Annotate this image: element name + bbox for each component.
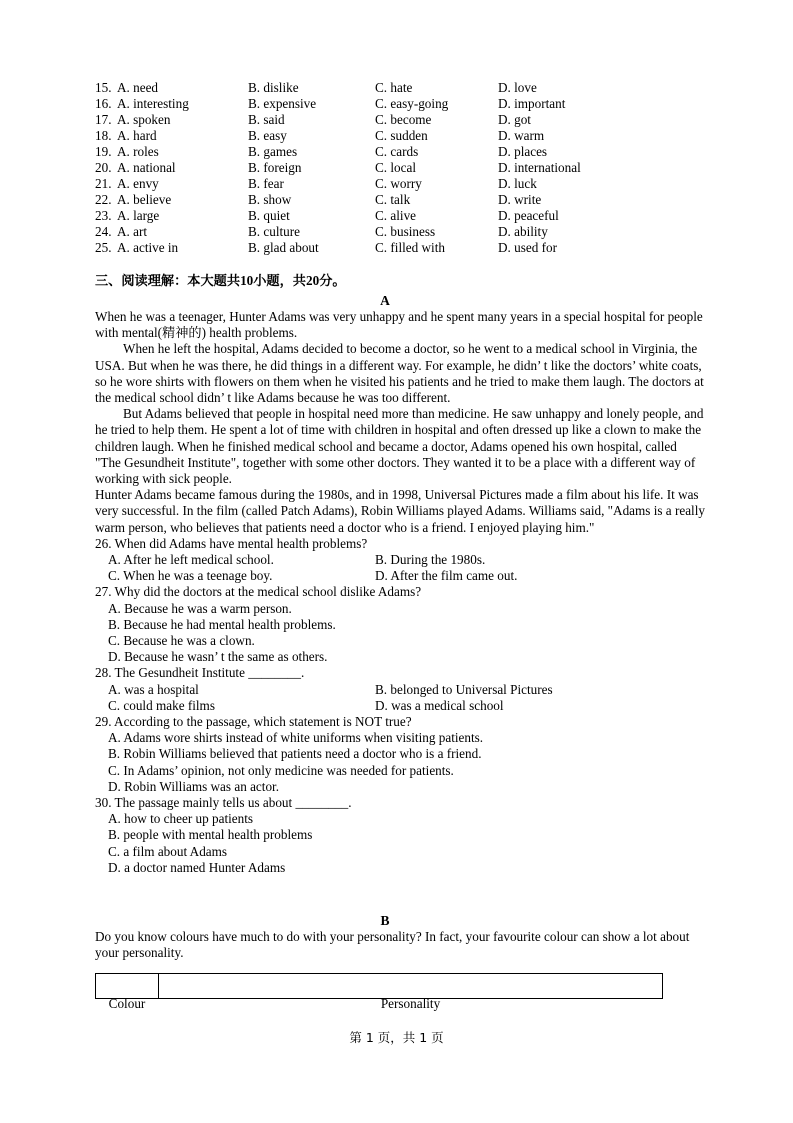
cloze-row (95, 144, 705, 160)
section-heading-mid: 小题，共 (253, 274, 306, 289)
passage-a-paragraph: When he was a teenager, Hunter Adams was very unhappy and he spent many years in a special hospital for people with mental(精神的) health problems. (95, 309, 703, 341)
question-stem-29: 29. According to the passage, which statement is NOT true? (95, 714, 412, 730)
table-header-personality-label: Personality (380, 996, 441, 1012)
cloze-number: 17. (95, 112, 112, 127)
cloze-option-b[interactable]: B. culture (248, 224, 301, 239)
section-heading-suffix: 分。 (319, 274, 346, 289)
cloze-option-b[interactable]: B. dislike (248, 80, 299, 95)
cloze-option-a[interactable]: A. hard (117, 128, 157, 143)
section-heading-points: 20 (306, 273, 320, 288)
question-option[interactable]: C. could make films (108, 697, 215, 713)
question-options-26 (95, 552, 705, 584)
cloze-row (95, 208, 705, 224)
cloze-option-a[interactable]: A. national (117, 160, 176, 175)
cloze-option-b[interactable]: B. said (248, 112, 285, 127)
cloze-option-c[interactable]: C. sudden (375, 128, 428, 143)
question-option[interactable]: A. After he left medical school. (108, 552, 274, 568)
question-option[interactable]: C. When he was a teenage boy. (108, 568, 273, 584)
cloze-row (95, 112, 705, 128)
section-heading-prefix: 三、阅读理解：本大题共 (95, 274, 241, 289)
cloze-option-a[interactable]: A. spoken (117, 112, 171, 127)
cloze-option-d[interactable]: D. important (498, 96, 566, 111)
passage-a-label: A (380, 293, 390, 308)
cloze-option-c[interactable]: C. filled with (375, 240, 445, 255)
question-option[interactable]: B. Because he had mental health problems. (108, 616, 336, 632)
question-option[interactable]: A. Adams wore shirts instead of white uniforms when visiting patients. (108, 730, 484, 746)
cloze-option-d[interactable]: D. warm (498, 128, 545, 143)
question-stem-26: 26. When did Adams have mental health problems? (95, 535, 368, 551)
cloze-number: 19. (95, 144, 112, 159)
question-option[interactable]: D. Because he wasn’ t the same as others. (108, 649, 328, 665)
option-row (95, 698, 705, 714)
cloze-option-d[interactable]: D. got (498, 112, 531, 127)
cloze-option-d[interactable]: D. places (498, 144, 548, 159)
question-option[interactable]: D. After the film came out. (375, 568, 518, 584)
cloze-option-d[interactable]: D. used for (498, 240, 557, 255)
cloze-number: 20. (95, 160, 112, 175)
cloze-number: 24. (95, 224, 112, 239)
option-row (95, 552, 705, 568)
cloze-row (95, 160, 705, 176)
cloze-option-a[interactable]: A. roles (117, 144, 159, 159)
cloze-option-d[interactable]: D. ability (498, 224, 548, 239)
question-option[interactable]: B. Robin Williams believed that patients need a doctor who is a friend. (108, 746, 482, 762)
question-option[interactable]: C. In Adams’ opinion, not only medicine was needed for patients. (108, 762, 454, 778)
cloze-row (95, 128, 705, 144)
question-option[interactable]: D. Robin Williams was an actor. (108, 778, 280, 794)
cloze-option-a[interactable]: A. envy (117, 176, 159, 191)
cloze-option-c[interactable]: C. local (375, 160, 417, 175)
question-options-28 (95, 682, 705, 714)
question-option[interactable]: B. belonged to Universal Pictures (375, 681, 553, 697)
question-option[interactable]: B. During the 1980s. (375, 552, 486, 568)
cloze-option-b[interactable]: B. easy (248, 128, 287, 143)
cloze-number: 23. (95, 208, 112, 223)
cloze-option-a[interactable]: A. art (117, 224, 148, 239)
cloze-option-c[interactable]: C. alive (375, 208, 417, 223)
question-stem-30: 30. The passage mainly tells us about ________. (95, 795, 352, 811)
cloze-option-c[interactable]: C. worry (375, 176, 422, 191)
cloze-option-a[interactable]: A. large (117, 208, 160, 223)
cloze-number: 15. (95, 80, 112, 95)
page-content (95, 80, 705, 1012)
cloze-option-b[interactable]: B. games (248, 144, 298, 159)
table-header-colour-label: Colour (108, 996, 146, 1012)
cloze-number: 22. (95, 192, 112, 207)
cloze-option-b[interactable]: B. foreign (248, 160, 302, 175)
cloze-option-a[interactable]: A. active in (117, 240, 179, 255)
cloze-option-d[interactable]: D. peaceful (498, 208, 559, 223)
cloze-option-c[interactable]: C. easy-going (375, 96, 449, 111)
page-footer: 第 1 页，共 1 页 (349, 1030, 444, 1045)
cloze-option-c[interactable]: C. become (375, 112, 432, 127)
question-option[interactable]: A. how to cheer up patients (108, 811, 254, 827)
cloze-option-a[interactable]: A. interesting (117, 96, 189, 111)
cloze-option-b[interactable]: B. glad about (248, 240, 319, 255)
cloze-number: 18. (95, 128, 112, 143)
cloze-row (95, 80, 705, 96)
cloze-row (95, 224, 705, 240)
cloze-number: 25. (95, 240, 112, 255)
cloze-row (95, 96, 705, 112)
cloze-option-d[interactable]: D. luck (498, 176, 537, 191)
cloze-option-a[interactable]: A. need (117, 80, 159, 95)
cloze-option-d[interactable]: D. international (498, 160, 581, 175)
table-row (96, 974, 663, 999)
cloze-option-b[interactable]: B. show (248, 192, 292, 207)
cloze-option-b[interactable]: B. quiet (248, 208, 290, 223)
question-stem-28: 28. The Gesundheit Institute ________. (95, 665, 305, 681)
cloze-option-c[interactable]: C. business (375, 224, 436, 239)
table-header-colour (96, 974, 159, 1012)
cloze-option-c[interactable]: C. cards (375, 144, 419, 159)
cloze-row (95, 192, 705, 208)
cloze-option-b[interactable]: B. fear (248, 176, 284, 191)
question-option[interactable]: C. Because he was a clown. (108, 633, 255, 649)
option-row (95, 568, 705, 584)
cloze-option-c[interactable]: C. talk (375, 192, 411, 207)
section-heading-count: 10 (240, 273, 254, 288)
cloze-option-d[interactable]: D. write (498, 192, 542, 207)
question-option[interactable]: C. a film about Adams (108, 843, 228, 859)
section-three-heading (95, 272, 705, 290)
cloze-row (95, 240, 705, 256)
cloze-row (95, 176, 705, 192)
question-option[interactable]: A. Because he was a warm person. (108, 600, 292, 616)
passage-a-paragraph: When he left the hospital, Adams decided to become a doctor, so he went to a medical school in Virginia, the USA. But when he was there, he did things in a different way. For example, he didn’ t like the doctors’ white coats, so he wore shirts with flowers on them when he visited his patients and he tried to make them laugh. The doctors at the medical school didn’ t like Adams because he was too different. (95, 341, 704, 406)
table-header-personality (159, 974, 663, 1012)
cloze-number: 21. (95, 176, 112, 191)
passage-b-label: B (380, 913, 390, 929)
passage-a-paragraph: But Adams believed that people in hospital need more than medicine. He saw unhappy and lonely people, and he tried to help them. He spent a lot of time with children in hospital and often dressed up like a clown to make the children laugh. When he finished medical school and became a doctor, Adams opened his own hospital, called "The Gesundheit Institute", together with some other doctors. They wanted it to be a place with a different way of working with sick people. (95, 406, 704, 487)
cloze-option-a[interactable]: A. believe (117, 192, 172, 207)
passage-b-intro: Do you know colours have much to do with your personality? In fact, your favourite colour can show a lot about your personality. (95, 929, 690, 961)
question-options-29 (95, 730, 705, 795)
option-row (95, 682, 705, 698)
question-option[interactable]: A. was a hospital (108, 681, 199, 697)
question-option[interactable]: D. a doctor named Hunter Adams (108, 859, 286, 875)
question-options-27 (95, 601, 705, 666)
question-stem-27: 27. Why did the doctors at the medical school dislike Adams? (95, 584, 422, 600)
question-option[interactable]: D. was a medical school (375, 697, 504, 713)
cloze-option-d[interactable]: D. love (498, 80, 537, 95)
question-option[interactable]: B. people with mental health problems (108, 827, 313, 843)
cloze-option-c[interactable]: C. hate (375, 80, 413, 95)
cloze-options-block (95, 80, 705, 256)
question-options-30 (95, 811, 705, 876)
colour-personality-table (95, 973, 663, 1012)
passage-a-paragraph: Hunter Adams became famous during the 1980s, and in 1998, Universal Pictures made a film about his life. It was very successful. In the film (called Patch Adams), Robin Williams played Adams. Williams said, "Adams is a really warm person, who believes that patients need a doctor who is a friend. I enjoyed playing him." (95, 487, 705, 535)
cloze-option-b[interactable]: B. expensive (248, 96, 317, 111)
cloze-number: 16. (95, 96, 112, 111)
